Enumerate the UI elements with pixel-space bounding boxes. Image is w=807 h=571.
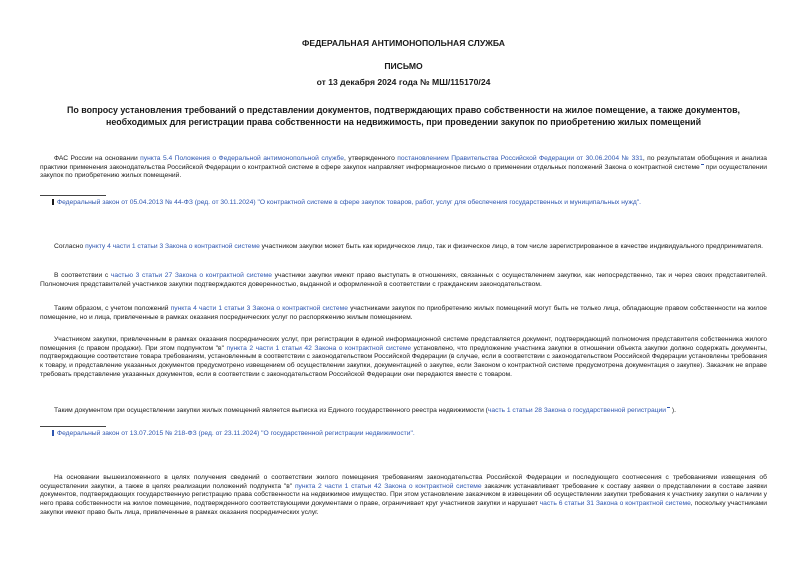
text: заказчик устанавливает требование к составу заявки о представлении в составе заявки документов, подтверждающих государственную регистрацию права собственности на недвижимое имущество. При этом установление заказчиком в извещении об осуществлении закупки требования к участнику закупки о наличии у него права собственности на жилое помещение, подтвержденного соответствующими документами о праве, ограничивает круг участников закупки и нарушает — [40, 482, 768, 508]
text: , по результатам обобщения и анализа практики применения законодательства Российской Федерации о контрактной системе в сфере закупок направляет информационное письмо о применении отдельных положений Закона о контрактной системе — [40, 155, 768, 171]
footnote-marker-icon — [52, 430, 54, 436]
footnote-1-link[interactable]: Федеральный закон от 05.04.2013 № 44-ФЗ (ред. от 30.11.2024) "О контрактной системе в сфере закупок товаров, работ, услуг для обеспечения государственных и муниципальных нужд". — [57, 199, 641, 206]
link-registration-law[interactable]: часть 1 статьи 28 Закона о государственной регистрации — [487, 407, 666, 414]
text: установлено, что предложение участника закупки в отношении объекта закупки должно содержать документы, подтверждающие соответствие товара требованиям, установленным в соответствии с законодательством Российской Федерации (в случае, если в соответствии с законодательством Российской Федерации установлены требования к товару, и представление указанных документов предусмотрено извещением об осуществлении закупки, документацией о закупке, если Законом о контрактной системе предусмотрена документация о закупке). Заказчик не вправе требовать представление указанных документов, если в соответствии с законодательством Российской Федерации они передаются вместе с товаром. — [40, 344, 767, 378]
paragraph-4 — [40, 305, 767, 322]
text: Участником закупки, привлеченным в рамках оказания посреднических услуг, при регистрации в единой информационной системе представляется документ, подтверждающий полномочия представителя собственника жилого помещения (с правом продажи). При этом подпунктом "в" — [40, 336, 767, 352]
paragraph-7 — [40, 474, 767, 518]
text: Таким образом, с учетом положений — [54, 305, 171, 312]
text: В соответствии с — [54, 272, 111, 279]
text: Таким документом при осуществлении закупки жилых помещений является выписка из Единого государственного реестра недвижимости ( — [54, 407, 488, 414]
text: , утвержденного — [344, 155, 398, 162]
paragraph-3 — [40, 272, 767, 289]
text: ). — [669, 407, 676, 414]
link-law-art42[interactable]: пункта 2 части 1 статьи 42 Закона о контрактной системе — [226, 344, 412, 352]
document-subject: По вопросу установления требований о представлении документов, подтверждающих право собственности на жилое помещение, а также документов, необходимых для регистрации права собственности на недвижимость, при проведении закупок по приобретению жилых помещений — [66, 105, 741, 127]
footnote-divider — [40, 195, 106, 196]
footnote-divider — [40, 426, 106, 427]
paragraph-2 — [40, 243, 767, 252]
footnote-marker-icon — [52, 199, 54, 205]
text: участниками закупок по приобретению жилых помещений могут быть не только лица, обладающие правом собственности на жилое помещение, но и лица, привлеченные в рамках оказания посреднических услуг по распоряжению жилым помещением. — [40, 305, 767, 321]
link-law-art42-b[interactable]: пункта 2 части 1 статьи 42 Закона о контрактной системе — [294, 482, 482, 490]
text: участники закупки имеют право выступать в отношениях, связанных с осуществлением закупки, как непосредственно, так и через своих представителей. Полномочия представителей участников закупки подтверждаются доверенностью, выданной и оформленной в соответствии с гражданским законодательством. — [40, 272, 767, 288]
link-law-art27[interactable]: частью 3 статьи 27 Закона о контрактной системе — [110, 272, 272, 279]
text: , поскольку участниками закупки имеют право быть лица, привлеченные в рамках оказания посреднических услуг. — [40, 500, 767, 516]
link-government-resolution[interactable]: постановлением Правительства Российской Федерации от 30.06.2004 № 331 — [397, 155, 643, 162]
org-title: ФЕДЕРАЛЬНАЯ АНТИМОНОПОЛЬНАЯ СЛУЖБА — [302, 38, 505, 48]
paragraph-1 — [40, 155, 767, 181]
document-date: от 13 декабря 2024 года № МШ/115170/24 — [316, 77, 491, 87]
link-law-art31[interactable]: часть 6 статьи 31 Закона о контрактной системе — [539, 500, 691, 508]
link-law-art3-b[interactable]: пункта 4 части 1 статьи 3 Закона о контрактной системе — [170, 305, 348, 312]
document-type: ПИСЬМО — [384, 61, 423, 71]
text: Согласно — [54, 243, 86, 250]
footnote-2-link[interactable]: Федеральный закон от 13.07.2015 № 218-ФЗ (ред. от 23.11.2024) "О государственной регистрации недвижимости". — [57, 430, 415, 437]
text: ФАС России на основании — [54, 155, 141, 162]
link-fas-regulation[interactable]: пункта 5.4 Положения о Федеральной антимонопольной службе — [140, 155, 345, 162]
link-law-art3[interactable]: пункту 4 части 1 статьи 3 Закона о контрактной системе — [85, 243, 260, 250]
paragraph-5 — [40, 336, 767, 380]
footnote-2 — [52, 430, 767, 439]
footnote-1 — [52, 199, 767, 208]
text: участником закупки может быть как юридическое лицо, так и физическое лицо, в том числе зарегистрированное в качестве индивидуального предпринимателя. — [259, 243, 764, 250]
text: На основании вышеизложенного в целях получения сведений о соответствии жилого помещения требованиям законодательства Российской Федерации и последующего соотнесения с требованиями извещения об осуществлении закупки, а также в целях реализации положений подпункта "в" — [40, 474, 767, 490]
paragraph-6 — [40, 407, 767, 416]
text: при осуществлении закупок по приобретению жилых помещений. — [40, 163, 768, 180]
